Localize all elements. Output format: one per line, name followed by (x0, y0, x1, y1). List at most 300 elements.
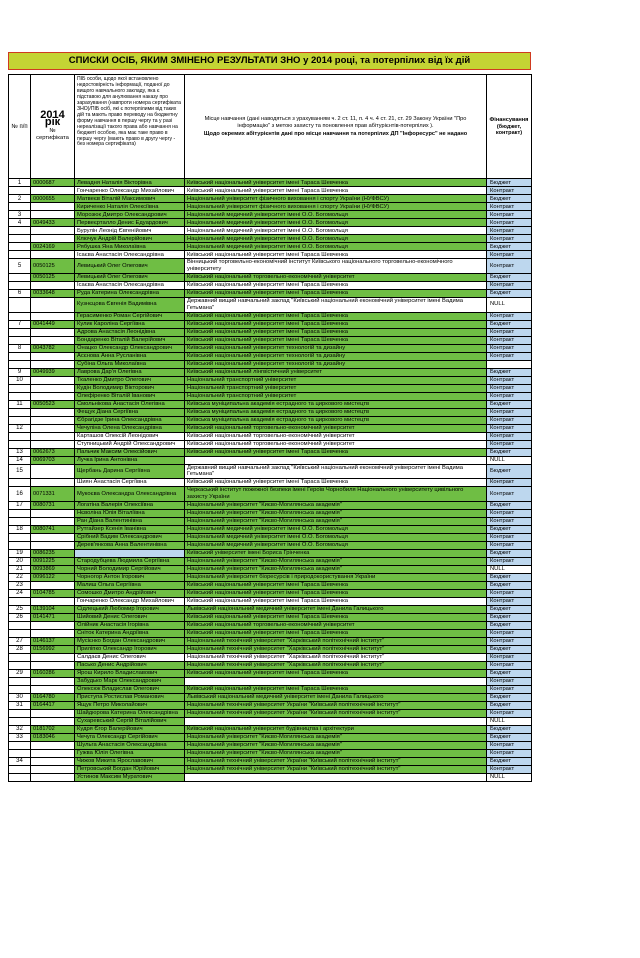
study-place-cell: Національний технічний університет України "Київський політехнічний інститут" (185, 765, 487, 773)
study-place-cell: Національний технічний університет України "Київський політехнічний інститут" (185, 701, 487, 709)
row-number-cell: 23 (9, 581, 31, 589)
financing-cell: NULL (487, 773, 532, 781)
certificate-number-cell (31, 298, 75, 313)
study-place-cell: Національний транспортний університет (185, 392, 487, 400)
person-name-cell: Чечуліна Олена Олександрівна (75, 424, 185, 432)
study-place-cell: Національний університет біоресурсів і природокористування України (185, 573, 487, 581)
financing-cell: Бюджет (487, 400, 532, 408)
certificate-number-cell: 0049939 (31, 368, 75, 376)
certificate-number-cell (31, 749, 75, 757)
row-number-cell: 6 (9, 290, 31, 298)
study-place-cell: Національний медичний університет імені О.О. Богомольця (185, 525, 487, 533)
row-number-cell (9, 282, 31, 290)
financing-cell: Бюджет (487, 757, 532, 765)
financing-cell: Бюджет (487, 725, 532, 733)
study-place-cell: Київський національний університет імені Тараса Шевченка (185, 282, 487, 290)
study-place-cell: Київський національний університет імені Тараса Шевченка (185, 328, 487, 336)
person-name-cell: Ступницький Андрій Олександрович (75, 440, 185, 448)
study-place-cell: Національний університет фізичного виховання і спорту України (НУФВСУ) (185, 195, 487, 203)
certificate-number-cell: 0164417 (31, 701, 75, 709)
certificate-number-cell (31, 581, 75, 589)
financing-cell: Бюджет (487, 701, 532, 709)
row-number-cell: 2 (9, 195, 31, 203)
financing-cell: Контракт (487, 509, 532, 517)
row-number-cell: 30 (9, 693, 31, 701)
table-row (9, 298, 532, 313)
financing-cell: Бюджет (487, 733, 532, 741)
row-number-cell: 15 (9, 464, 31, 479)
certificate-number-cell (31, 773, 75, 781)
row-number-cell: 29 (9, 669, 31, 677)
person-name-cell: Кудін Володимир Вікторович (75, 384, 185, 392)
study-place-cell: Національний технічний університет "Харківський політехнічний інститут" (185, 645, 487, 653)
table-row (9, 725, 532, 733)
person-name-cell: Ісаєва Анастасія Олександрівна (75, 282, 185, 290)
person-name-cell: Малиш Ольга Сергіївна (75, 581, 185, 589)
table-row (9, 629, 532, 637)
header-year-label: 2014 рік (40, 108, 65, 128)
financing-cell: Контракт (487, 589, 532, 597)
table-row (9, 282, 532, 290)
financing-cell: Контракт (487, 479, 532, 487)
financing-cell: Контракт (487, 637, 532, 645)
row-number-cell: 22 (9, 573, 31, 581)
table-row (9, 645, 532, 653)
certificate-number-cell: 0033648 (31, 290, 75, 298)
financing-cell: Контракт (487, 227, 532, 235)
table-row (9, 432, 532, 440)
certificate-number-cell (31, 203, 75, 211)
person-name-cell: Сніток Катерина Андріївна (75, 629, 185, 637)
study-place-cell: Київський національний університет імені Тараса Шевченка (185, 312, 487, 320)
results-table (8, 74, 532, 781)
financing-cell: Контракт (487, 259, 532, 274)
financing-cell: Бюджет (487, 274, 532, 282)
row-number-cell: 33 (9, 733, 31, 741)
table-row (9, 487, 532, 502)
person-name-cell: Гончаренко Олександр Михайлович (75, 187, 185, 195)
row-number-cell (9, 741, 31, 749)
financing-cell: Бюджет (487, 525, 532, 533)
row-number-cell (9, 187, 31, 195)
certificate-number-cell: 0104785 (31, 589, 75, 597)
person-name-cell: Устинов Максим Муратович (75, 773, 185, 781)
table-row (9, 597, 532, 605)
study-place-cell: Національний університет "Києво-Могилянська академія" (185, 749, 487, 757)
certificate-number-cell: 0049433 (31, 219, 75, 227)
table-row (9, 693, 532, 701)
certificate-number-cell (31, 376, 75, 384)
financing-cell: Бюджет (487, 669, 532, 677)
row-number-cell (9, 227, 31, 235)
study-place-cell: Національний технічний університет "Харківський політехнічний інститут" (185, 653, 487, 661)
financing-cell: Бюджет (487, 693, 532, 701)
person-name-cell: Ісаєва Анастасія Олександрівна (75, 251, 185, 259)
study-place-cell: Національний університет "Києво-Могилянська академія" (185, 501, 487, 509)
row-number-cell (9, 336, 31, 344)
row-number-cell (9, 274, 31, 282)
row-number-cell: 12 (9, 424, 31, 432)
row-number-cell: 25 (9, 605, 31, 613)
person-name-cell: Олійник Анастасія Ігорівна (75, 621, 185, 629)
certificate-number-cell (31, 629, 75, 637)
financing-cell: Контракт (487, 352, 532, 360)
table-row (9, 392, 532, 400)
person-name-cell: Смольнікова Анастасія Олегівна (75, 400, 185, 408)
row-number-cell: 19 (9, 549, 31, 557)
certificate-number-cell: 0000655 (31, 195, 75, 203)
financing-cell: NULL (487, 717, 532, 725)
row-number-cell: 20 (9, 557, 31, 565)
study-place-cell: Київський національний університет імені Тараса Шевченка (185, 187, 487, 195)
row-number-cell (9, 440, 31, 448)
financing-cell: NULL (487, 565, 532, 573)
study-place-cell: Київський національний університет імені Тараса Шевченка (185, 581, 487, 589)
financing-cell: NULL (487, 298, 532, 313)
person-name-cell: Мусієнко Богдан Олександрович (75, 637, 185, 645)
row-number-cell (9, 509, 31, 517)
certificate-number-cell: 0141471 (31, 613, 75, 621)
row-number-cell: 9 (9, 368, 31, 376)
table-row (9, 525, 532, 533)
study-place-cell: Державний вищий навчальний заклад "Київський національний економічний університет імені Вадима Гетьмана" (185, 298, 487, 313)
financing-cell: Контракт (487, 597, 532, 605)
financing-cell: Контракт (487, 203, 532, 211)
header-row-number: № п/п (9, 75, 31, 179)
row-number-cell (9, 251, 31, 259)
person-name-cell: Руда Катерина Олександрівна (75, 290, 185, 298)
financing-cell: Контракт (487, 235, 532, 243)
financing-cell: Контракт (487, 487, 532, 502)
row-number-cell (9, 392, 31, 400)
person-name-cell: Стародубцева Людмила Сергіївна (75, 557, 185, 565)
page-title: СПИСКИ ОСІБ, ЯКИМ ЗМІНЕНО РЕЗУЛЬТАТИ ЗНО у 2014 році, та потерпілих від їх дій (8, 52, 531, 70)
table-row (9, 613, 532, 621)
table-row (9, 479, 532, 487)
certificate-number-cell (31, 211, 75, 219)
table-row (9, 605, 532, 613)
financing-cell: Бюджет (487, 581, 532, 589)
certificate-number-cell (31, 392, 75, 400)
person-name-cell: Сомошко Дмитро Андрійович (75, 589, 185, 597)
study-place-cell: Київський національний торговельно-економічний університет (185, 432, 487, 440)
row-number-cell (9, 203, 31, 211)
certificate-number-cell: 0000687 (31, 179, 75, 187)
row-number-cell (9, 243, 31, 251)
certificate-number-cell: 0050523 (31, 400, 75, 408)
study-place-cell: Київський національний університет імені Тараса Шевченка (185, 613, 487, 621)
table-row (9, 685, 532, 693)
certificate-number-cell: 0050125 (31, 259, 75, 274)
certificate-number-cell (31, 251, 75, 259)
row-number-cell (9, 677, 31, 685)
certificate-number-cell: 0164780 (31, 693, 75, 701)
certificate-number-cell: 0043782 (31, 344, 75, 352)
table-row (9, 384, 532, 392)
certificate-number-cell (31, 597, 75, 605)
certificate-number-cell: 0156992 (31, 645, 75, 653)
row-number-cell (9, 749, 31, 757)
person-name-cell: Пальчик Максим Олексійович (75, 448, 185, 456)
table-row (9, 589, 532, 597)
certificate-number-cell (31, 653, 75, 661)
study-place-cell: Київський національний університет імені Тараса Шевченка (185, 669, 487, 677)
table-row (9, 320, 532, 328)
table-row (9, 557, 532, 565)
financing-cell: Контракт (487, 440, 532, 448)
financing-cell: Контракт (487, 211, 532, 219)
certificate-number-cell (31, 541, 75, 549)
study-place-cell: Львівський національний медичний університет імені Данила Галицького (185, 693, 487, 701)
financing-cell: Бюджет (487, 195, 532, 203)
person-name-cell: Шиян Анастасія Сергіївна (75, 479, 185, 487)
person-name-cell: Кулик Кароліна Сергіївна (75, 320, 185, 328)
table-row (9, 733, 532, 741)
row-number-cell (9, 541, 31, 549)
study-place-cell: Київський національний торговельно-економічний університет (185, 440, 487, 448)
financing-cell: Контракт (487, 424, 532, 432)
financing-cell: Бюджет (487, 290, 532, 298)
person-name-cell: Олефіренко Віталій Іванович (75, 392, 185, 400)
certificate-number-cell: 0183046 (31, 733, 75, 741)
certificate-number-cell (31, 709, 75, 717)
person-name-cell: Шийовий Денис Олегович (75, 613, 185, 621)
study-place-cell: Національний медичний університет імені О.О. Богомольця (185, 243, 487, 251)
person-name-cell: Рутгайзер Ксенія Іванівна (75, 525, 185, 533)
study-place-cell: Київський національний університет імені Тараса Шевченка (185, 179, 487, 187)
certificate-number-cell (31, 685, 75, 693)
header-financing: Фінансування (бюджет, контракт) (487, 75, 532, 179)
financing-cell: Контракт (487, 661, 532, 669)
row-number-cell (9, 685, 31, 693)
person-name-cell: Онацко Олександр Олександрович (75, 344, 185, 352)
study-place-cell: Київський національний університет технологій та дизайну (185, 344, 487, 352)
person-name-cell: Пасько Денис Андрійович (75, 661, 185, 669)
row-number-cell (9, 312, 31, 320)
table-row (9, 765, 532, 773)
row-number-cell: 13 (9, 448, 31, 456)
table-row (9, 235, 532, 243)
row-number-cell: 32 (9, 725, 31, 733)
financing-cell: Контракт (487, 392, 532, 400)
row-number-cell: 7 (9, 320, 31, 328)
certificate-number-cell (31, 717, 75, 725)
table-row (9, 440, 532, 448)
study-place-cell: Київський національний торговельно-економічний університет (185, 274, 487, 282)
certificate-number-cell (31, 661, 75, 669)
person-name-cell: Ткаленко Дмитро Олегович (75, 376, 185, 384)
certificate-number-cell: 0071331 (31, 487, 75, 502)
certificate-number-cell: 0041449 (31, 320, 75, 328)
person-name-cell: Субіна Ольга Миколаївна (75, 360, 185, 368)
person-name-cell: Єбрагідзе Ірина Олександрівна (75, 416, 185, 424)
row-number-cell: 4 (9, 219, 31, 227)
study-place-cell: Державний вищий навчальний заклад "Київський національний економічний університет імені Вадима Гетьмана" (185, 464, 487, 479)
certificate-number-cell: 0062673 (31, 448, 75, 456)
row-number-cell (9, 621, 31, 629)
financing-cell: Контракт (487, 187, 532, 195)
certificate-number-cell (31, 282, 75, 290)
study-place-cell: Київський національний університет імені Тараса Шевченка (185, 685, 487, 693)
row-number-cell (9, 384, 31, 392)
financing-cell: Контракт (487, 557, 532, 565)
certificate-number-cell (31, 440, 75, 448)
row-number-cell: 31 (9, 701, 31, 709)
person-name-cell: Ярош Кирило Владиславович (75, 669, 185, 677)
table-row (9, 741, 532, 749)
row-number-cell (9, 408, 31, 416)
row-number-cell: 8 (9, 344, 31, 352)
certificate-number-cell (31, 533, 75, 541)
financing-cell: Контракт (487, 384, 532, 392)
person-name-cell: Логатіна Валерія Олексіївна (75, 501, 185, 509)
financing-cell: Контракт (487, 541, 532, 549)
study-place-cell: Національний медичний університет імені О.О. Богомольця (185, 227, 487, 235)
study-place-cell: Київський національний університет імені Тараса Шевченка (185, 251, 487, 259)
person-name-cell: Кириченко Наталія Олексіївна (75, 203, 185, 211)
certificate-number-cell (31, 517, 75, 525)
financing-cell: Контракт (487, 282, 532, 290)
person-name-cell: Щербань Дарина Сергіївна (75, 464, 185, 479)
financing-cell: Контракт (487, 336, 532, 344)
table-row (9, 581, 532, 589)
study-place-cell: Національний університет "Києво-Могилянська академія" (185, 733, 487, 741)
certificate-number-cell (31, 424, 75, 432)
financing-cell: Контракт (487, 344, 532, 352)
person-name-cell: Левицький Олег Олегович (75, 259, 185, 274)
person-name-cell: Чорний Володимир Сергійович (75, 565, 185, 573)
table-row (9, 717, 532, 725)
certificate-number-cell (31, 360, 75, 368)
table-row (9, 456, 532, 464)
table-row (9, 773, 532, 781)
row-number-cell: 34 (9, 757, 31, 765)
study-place-cell (185, 717, 487, 725)
table-row (9, 448, 532, 456)
financing-cell: Бюджет (487, 179, 532, 187)
study-place-cell: Київський національний університет імені Тараса Шевченка (185, 320, 487, 328)
person-name-cell: Приступа Ростислав Романович (75, 693, 185, 701)
financing-cell: Бюджет (487, 464, 532, 479)
financing-cell: Бюджет (487, 645, 532, 653)
financing-cell: Бюджет (487, 613, 532, 621)
certificate-number-cell: 0139104 (31, 605, 75, 613)
financing-cell: Контракт (487, 328, 532, 336)
study-place-cell: Київський національний університет імені Тараса Шевченка (185, 479, 487, 487)
certificate-number-cell (31, 312, 75, 320)
table-row (9, 661, 532, 669)
financing-cell: Контракт (487, 432, 532, 440)
row-number-cell: 14 (9, 456, 31, 464)
study-place-cell: Київський національний університет імені Тараса Шевченка (185, 597, 487, 605)
study-place-cell: Черкаський інститут пожежної безпеки імені Героїв Чорнобиля Національного університету цивільного захисту України (185, 487, 487, 502)
study-place-cell: Національний медичний університет імені О.О. Богомольця (185, 235, 487, 243)
row-number-cell (9, 432, 31, 440)
financing-cell: Контракт (487, 376, 532, 384)
certificate-number-cell (31, 464, 75, 479)
table-row (9, 211, 532, 219)
study-place-cell: Київський національний торговельно-економічний університет (185, 621, 487, 629)
header-certificate-label: № сертифіката (36, 128, 69, 142)
row-number-cell (9, 629, 31, 637)
person-name-cell: Первеєрталло Денис Едуардович (75, 219, 185, 227)
financing-cell (487, 360, 532, 368)
table-row (9, 227, 532, 235)
table-row (9, 464, 532, 479)
certificate-number-cell (31, 416, 75, 424)
header-study-place-note: Щодо окремих абітурієнтів дані про місце навчання та потерпілих ДП "Інфоресурс" не надано (203, 131, 468, 138)
certificate-number-cell (31, 227, 75, 235)
study-place-cell: Київський національний університет будівництва і архітектури (185, 725, 487, 733)
study-place-cell: Національний транспортний університет (185, 384, 487, 392)
certificate-number-cell: 0069703 (31, 456, 75, 464)
table-row (9, 251, 532, 259)
table-row (9, 274, 532, 282)
person-name-cell: Бурулін Леонід Євгенійович (75, 227, 185, 235)
study-place-cell (185, 677, 487, 685)
row-number-cell (9, 235, 31, 243)
table-row (9, 541, 532, 549)
table-row (9, 360, 532, 368)
study-place-cell: Національний університет "Києво-Могилянська академія" (185, 517, 487, 525)
certificate-number-cell (31, 741, 75, 749)
certificate-number-cell (31, 509, 75, 517)
certificate-number-cell (31, 187, 75, 195)
study-place-cell: Національний медичний університет імені О.О. Богомольця (185, 211, 487, 219)
row-number-cell (9, 416, 31, 424)
study-place-cell: Національний технічний університет України "Київський політехнічний інститут" (185, 757, 487, 765)
person-name-cell: Лаврова Дар'я Олегівна (75, 368, 185, 376)
study-place-cell: Національний технічний університет України "Київський політехнічний інститут" (185, 709, 487, 717)
row-number-cell (9, 597, 31, 605)
person-name-cell: Гужва Юлія Олегівна (75, 749, 185, 757)
study-place-cell: Національний університет "Києво-Могилянська академія" (185, 565, 487, 573)
study-place-cell: Київська муніципальна академія естрадного та циркового мистецтв (185, 400, 487, 408)
person-name-cell: Петровський Богдан Юрійович (75, 765, 185, 773)
person-name-cell: Чорногор Антон Ігорович (75, 573, 185, 581)
table-row (9, 533, 532, 541)
financing-cell: Бюджет (487, 549, 532, 557)
study-place-cell: Національний університет "Києво-Могилянська академія" (185, 509, 487, 517)
financing-cell: Бюджет (487, 605, 532, 613)
person-name-cell: Сідлецький Любомир Ігорович (75, 605, 185, 613)
table-row (9, 416, 532, 424)
person-name-cell: Адрова Анастасія Леонідівна (75, 328, 185, 336)
table-body (9, 179, 532, 781)
study-place-cell: Київська муніципальна академія естрадного та циркового мистецтв (185, 408, 487, 416)
table-row (9, 376, 532, 384)
person-name-cell: Шульга Анастасія Олександрівна (75, 741, 185, 749)
table-row (9, 669, 532, 677)
financing-cell: Контракт (487, 749, 532, 757)
table-row (9, 509, 532, 517)
financing-cell: NULL (487, 456, 532, 464)
study-place-cell: Київський національний університет технологій та дизайну (185, 352, 487, 360)
row-number-cell: 16 (9, 487, 31, 502)
financing-cell: Контракт (487, 517, 532, 525)
financing-cell: Контракт (487, 765, 532, 773)
financing-cell: Бюджет (487, 501, 532, 509)
study-place-cell: Київський національний університет імені Тараса Шевченка (185, 290, 487, 298)
table-row (9, 195, 532, 203)
table-row (9, 290, 532, 298)
person-name-cell: Шайдюрова Катерина Олександрівна (75, 709, 185, 717)
table-row (9, 219, 532, 227)
person-name-cell: Левадня Наталія Вікторівна (75, 179, 185, 187)
person-name-cell: Дерев'янкова Анна Валентинівна (75, 541, 185, 549)
study-place-cell: Київська муніципальна академія естрадного та циркового мистецтв (185, 416, 487, 424)
person-name-cell: Сухаревський Сергій Віталійович (75, 717, 185, 725)
